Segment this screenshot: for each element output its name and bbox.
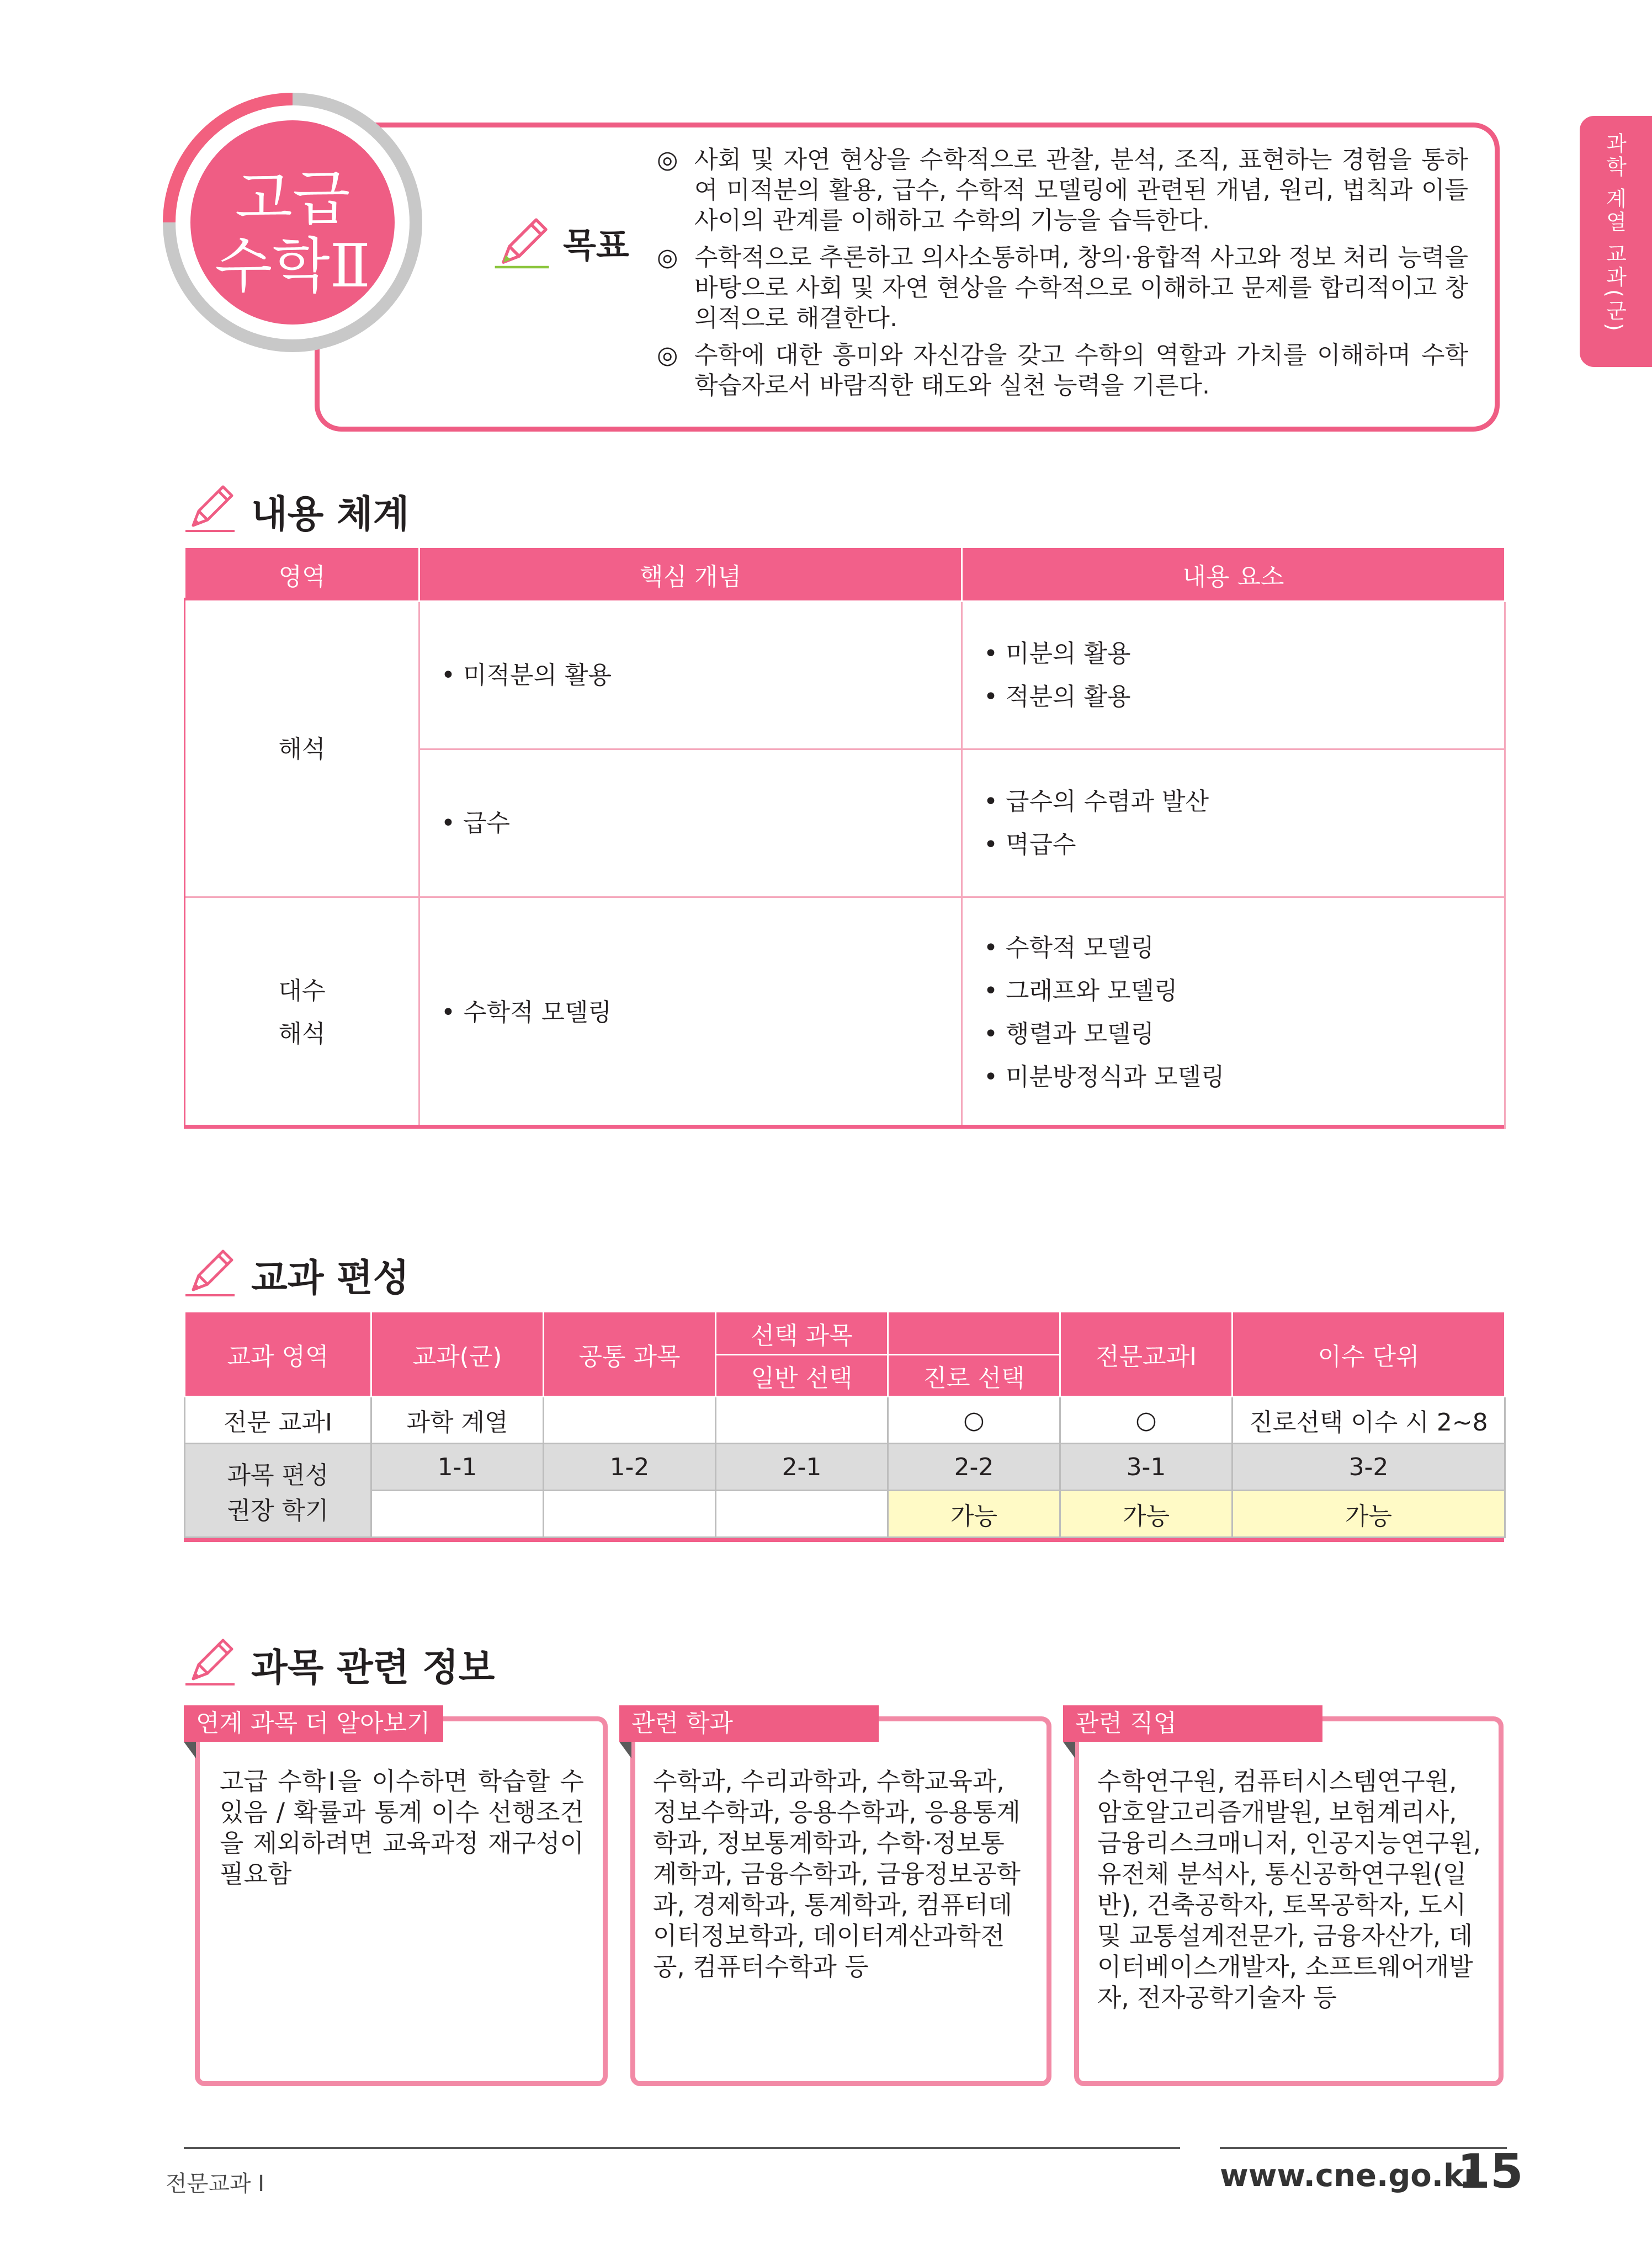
column-header: 핵심 개념 [419,547,962,602]
info-box-text: 고급 수학Ⅰ을 이수하면 학습할 수 있음 / 확률과 통계 이수 선행조건을 제외하려면 교육과정 재구성이 필요함 [220,1767,584,1889]
bullet-icon: • [441,661,455,689]
semester-cell: 3-1 [1060,1444,1233,1491]
list-item [984,1013,1504,1056]
subject-title [190,166,395,300]
bullet-icon: • [984,787,998,816]
info-box-label: 관련 직업 [1063,1705,1322,1742]
table-row [185,1491,1505,1538]
table-header-row [185,1312,1505,1355]
content-system-table [184,546,1506,1129]
section-heading-subject-info: 과목 관련 정보 [251,1646,495,1690]
table-row [185,602,1505,749]
table-cell [716,1397,888,1444]
pencil-icon [182,480,237,535]
table-cell: ○ [1060,1397,1233,1444]
area-text: 해석 [278,1020,326,1048]
semester-cell: 3-2 [1233,1444,1505,1491]
pencil-icon [182,1245,237,1300]
elements-cell [962,897,1505,1129]
availability-cell [544,1491,716,1538]
bullet-icon: • [984,977,998,1005]
table-cell [544,1397,716,1444]
footer-rule [184,2147,1180,2149]
element-text: 행렬과 모델링 [1005,1020,1154,1048]
semester-cell: 1-1 [371,1444,544,1491]
pencil-icon [182,1634,237,1689]
label-fold [1063,1742,1075,1758]
element-text: 적분의 활용 [1005,682,1131,711]
list-item [984,780,1504,823]
bullet-icon: • [984,934,998,962]
table-row [185,1444,1505,1491]
concept-text: 수학적 모델링 [463,998,612,1027]
double-circle-icon: ◎ [657,341,678,369]
goal-text: 수학적으로 추론하고 의사소통하며, 창의·융합적 사고와 정보 처리 능력을 바탕으로 사회 및 자연 현상을 수학적으로 이해하고 문제를 합리적이고 창의적으로 해결한다. [694,243,1468,332]
concept-text: 미적분의 활용 [463,661,612,689]
element-text: 그래프와 모델링 [1005,977,1178,1005]
availability-cell [716,1491,888,1538]
label-fold [184,1742,196,1758]
info-box-label: 연계 과목 더 알아보기 [184,1705,443,1742]
semester-cell: 2-2 [888,1444,1060,1491]
element-text: 수학적 모델링 [1005,934,1154,962]
semester-cell: 1-2 [544,1444,716,1491]
label-fold [619,1742,631,1758]
list-item [984,676,1504,719]
elements-cell [962,749,1505,897]
info-box-text: 수학과, 수리과학과, 수학교육과, 정보수학과, 응용수학과, 응용통계학과, 정보통계학과, 수학·정보통계학과, 금융수학과, 금융정보공학과, 경제학과, 통계학과, 컴퓨터데이터정보학과, 데이터계산과학전공, 컴퓨터수학과 등 [653,1767,1021,1981]
list-item [984,1056,1504,1099]
bullet-icon: • [441,809,455,837]
column-header: 교과(군) [371,1312,544,1397]
availability-cell: 가능 [1233,1491,1505,1538]
column-header: 진로 선택 [888,1355,1060,1397]
concept-cell [419,602,962,749]
section-heading-content-system: 내용 체계 [251,493,410,536]
bullet-icon: • [984,830,998,859]
table-cell: 진로선택 이수 시 2~8 [1233,1397,1505,1444]
element-text: 미분의 활용 [1005,639,1131,668]
table-cell: 과학 계열 [371,1397,544,1444]
availability-cell: 가능 [888,1491,1060,1538]
goal-item [657,145,1468,236]
side-tab-label: 과학 계열 교과(군) [1602,132,1627,333]
concept-text: 급수 [463,809,510,837]
goal-item [657,340,1468,401]
table-bottom-rule [184,1538,1504,1542]
semester-cell: 2-1 [716,1444,888,1491]
bullet-icon: • [984,1063,998,1091]
column-header: 선택 과목 [716,1312,888,1355]
row-label: 권장 학기 [227,1496,329,1525]
table-cell: ○ [888,1397,1060,1444]
goal-item [657,242,1468,333]
column-header: 영역 [185,547,419,602]
footer-section-label: 전문교과 Ⅰ [166,2171,265,2197]
elements-cell [962,602,1505,749]
availability-cell: 가능 [1060,1491,1233,1538]
info-box-label: 관련 학과 [619,1705,879,1742]
column-header: 일반 선택 [716,1355,888,1397]
list-item [984,970,1504,1013]
bullet-icon: • [441,998,455,1027]
table-bottom-rule [184,1125,1504,1129]
column-header: 이수 단위 [1233,1312,1505,1397]
goal-label: 목표 [563,225,629,265]
info-box-text: 수학연구원, 컴퓨터시스템연구원, 암호알고리즘개발원, 보험계리사, 금융리스크매니저, 인공지능연구원, 유전체 분석사, 통신공학연구원(일반), 건축공학자, 토목공학자, 도시 및 교통설계전문가, 금융자산가, 데이터베이스개발자, 소프트웨어개발자, 전자공학기술자 등 [1097,1767,1481,2012]
double-circle-icon: ◎ [657,243,678,272]
goal-list [657,145,1468,407]
column-header [888,1312,1060,1355]
column-header: 전문교과Ⅰ [1060,1312,1233,1397]
goal-text: 사회 및 자연 현상을 수학적으로 관찰, 분석, 조직, 표현하는 경험을 통하여 미적분의 활용, 급수, 수학적 모델링에 관련된 개념, 원리, 법칙과 이들 사이의 관계를 이해하고 수학의 기능을 습득한다. [694,146,1468,235]
element-text: 급수의 수렴과 발산 [1005,787,1209,816]
footer-url[interactable]: www.cne.go.kr [1220,2158,1479,2194]
table-header-row [185,547,1505,602]
bullet-icon: • [984,639,998,668]
subject-title-line1: 고급 [235,164,350,233]
table-cell [185,1444,371,1538]
table-left-rule [184,598,185,1128]
area-cell [185,897,419,1129]
table-row [185,1397,1505,1444]
column-header: 내용 요소 [962,547,1505,602]
section-heading-curriculum: 교과 편성 [251,1257,410,1300]
list-item [984,927,1504,970]
column-header: 공통 과목 [544,1312,716,1397]
element-text: 미분방정식과 모델링 [1005,1063,1225,1091]
table-cell: 전문 교과Ⅰ [185,1397,371,1444]
concept-cell [419,749,962,897]
concept-cell [419,897,962,1129]
curriculum-table [184,1311,1506,1538]
availability-cell [371,1491,544,1538]
bullet-icon: • [984,682,998,711]
area-cell: 해석 [185,602,419,897]
goal-text: 수학에 대한 흥미와 자신감을 갖고 수학의 역할과 가치를 이해하며 수학 학습자로서 바람직한 태도와 실천 능력을 기른다. [694,341,1468,400]
pencil-icon [491,212,552,273]
bullet-icon: • [984,1020,998,1048]
table-row [185,897,1505,1129]
subject-title-line2: 수학Ⅱ [214,232,371,301]
list-item [984,632,1504,676]
column-header: 교과 영역 [185,1312,371,1397]
area-text: 대수 [278,977,326,1005]
page-number: 15 [1457,2144,1523,2199]
element-text: 멱급수 [1005,830,1076,859]
list-item [984,823,1504,866]
double-circle-icon: ◎ [657,146,678,174]
row-label: 과목 편성 [227,1461,329,1490]
